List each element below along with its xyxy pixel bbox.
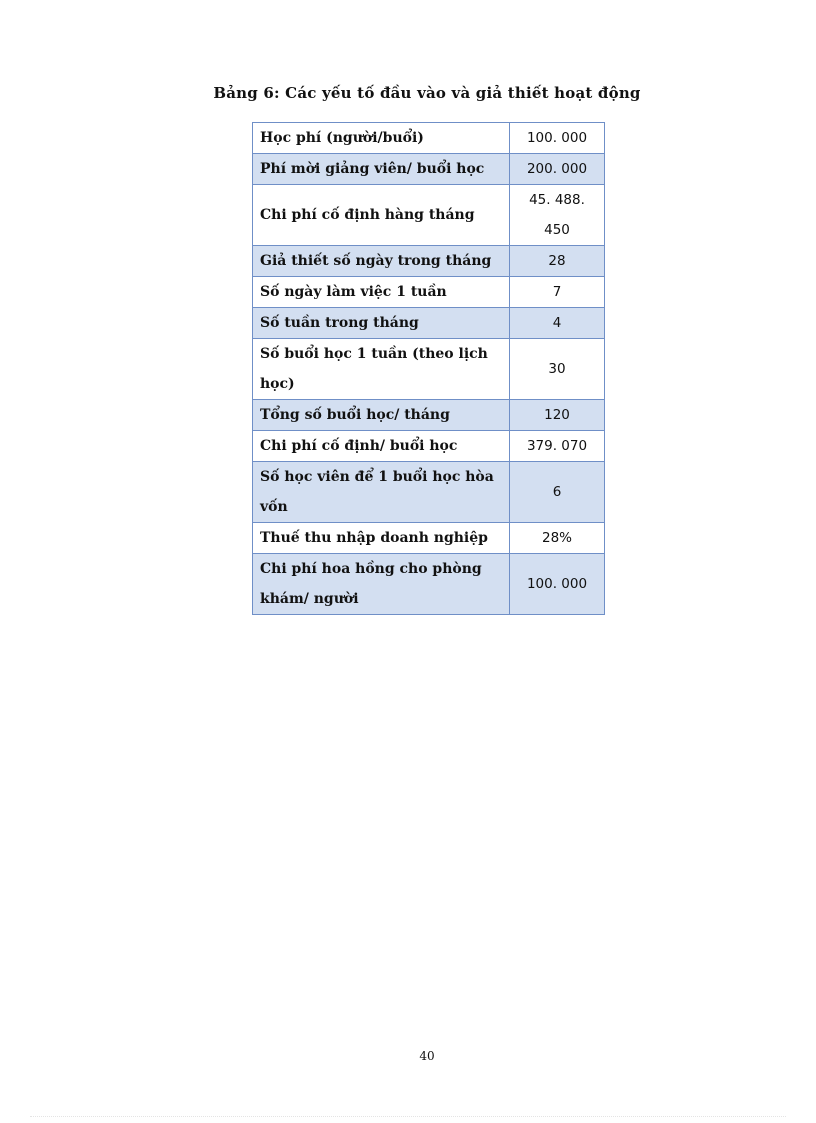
row-value: 28% [510,523,605,554]
row-label: Số học viên để 1 buổi học hòa vốn [253,462,510,523]
row-label: Chi phí cố định/ buổi học [253,431,510,462]
table-row [253,277,605,308]
input-assumptions-table [252,122,605,615]
row-label: Số tuần trong tháng [253,308,510,339]
row-label: Giả thiết số ngày trong tháng [253,246,510,277]
row-value: 100. 000 [510,123,605,154]
table-row [253,185,605,246]
row-label: Chi phí hoa hồng cho phòng khám/ người [253,554,510,615]
table-row [253,339,605,400]
table-caption: Bảng 6: Các yếu tố đầu vào và giả thiết hoạt động [213,84,641,102]
table-row [253,554,605,615]
row-value: 200. 000 [510,154,605,185]
row-value: 28 [510,246,605,277]
row-label: Thuế thu nhập doanh nghiệp [253,523,510,554]
row-label: Chi phí cố định hàng tháng [253,185,510,246]
row-value: 7 [510,277,605,308]
row-value: 4 [510,308,605,339]
table-row [253,400,605,431]
row-label: Số ngày làm việc 1 tuần [253,277,510,308]
table-row [253,154,605,185]
row-label: Phí mời giảng viên/ buổi học [253,154,510,185]
page-number: 40 [419,1049,435,1063]
row-value: 45. 488. 450 [510,185,605,246]
table-row [253,246,605,277]
row-value: 6 [510,462,605,523]
row-value: 100. 000 [510,554,605,615]
row-label: Tổng số buổi học/ tháng [253,400,510,431]
row-value: 120 [510,400,605,431]
table-row [253,523,605,554]
row-value: 30 [510,339,605,400]
row-label: Số buổi học 1 tuần (theo lịch học) [253,339,510,400]
page-bottom-divider [30,1116,786,1117]
table-row [253,308,605,339]
row-label: Học phí (người/buổi) [253,123,510,154]
row-value: 379. 070 [510,431,605,462]
table-row [253,462,605,523]
table-row [253,431,605,462]
table-row [253,123,605,154]
